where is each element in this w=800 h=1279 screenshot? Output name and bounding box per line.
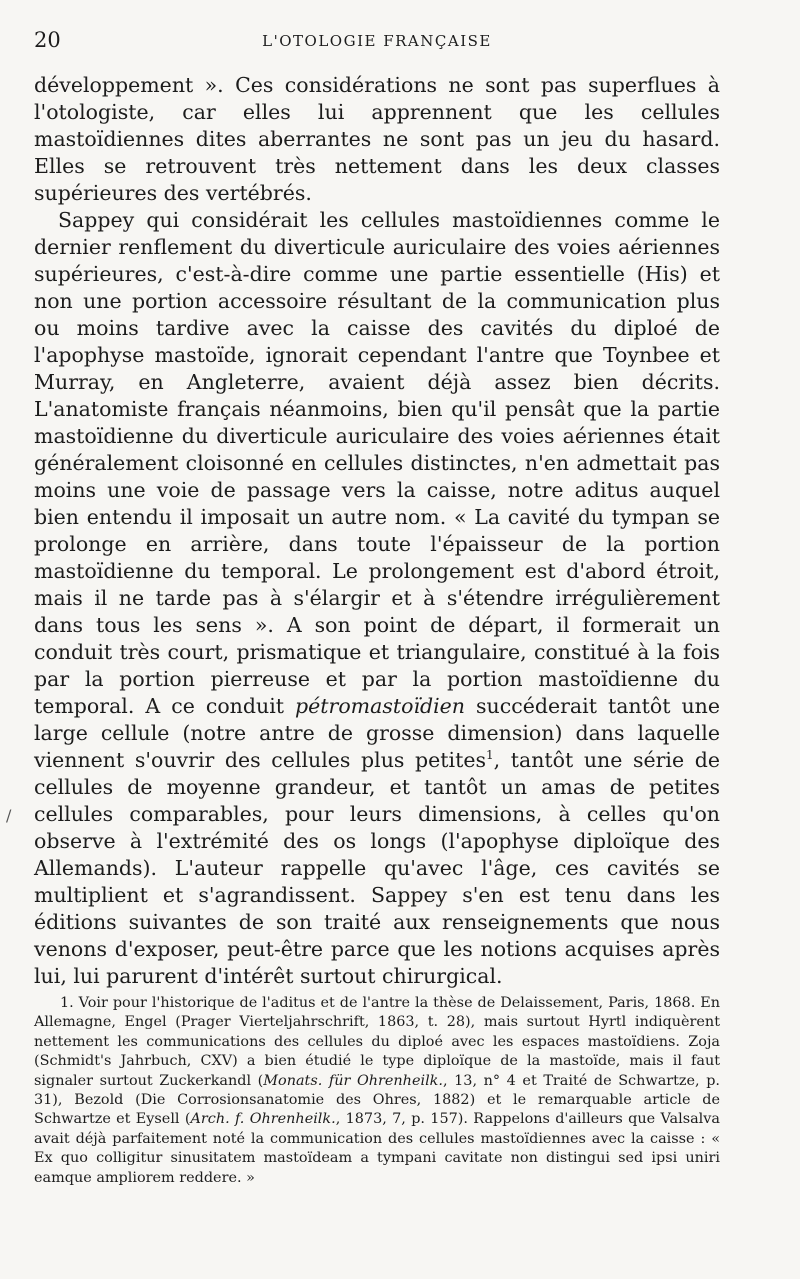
paragraph-2 [34,207,720,990]
footnote [34,994,720,1188]
footnote-text-2: , 13, n° 4 et Traité de Schwartze, p. 31), Bezold (Die Corrosionsanatomie des Ohres, 1882) et le remarquable article de Schwartze et Eysell ( [34,1072,720,1128]
footnote-1 [34,994,720,1188]
italic-term: pétromastoïdien [295,694,466,718]
body-text [34,72,720,990]
footnote-italic-2: Arch. f. Ohrenheilk. [190,1111,336,1128]
margin-mark: / [6,806,12,825]
footnote-text-1: 1. Voir pour l'historique de l'aditus et de l'antre la thèse de Delaissement, Paris, 1868. En Allemagne, Engel (Prager Vierteljahrschrift, 1863, t. 28), mais surtout Hyrtl indiquèrent nettement les communications des cellules du diploé avec les espaces mastoïdiens. Zoja (Schmidt's Jahrbuch, CXV) a bien étudié le type diploïque de la mastoïde, mais il faut signaler surtout Zuckerkandl ( [34,995,720,1089]
footnote-ref: 1 [485,748,494,763]
footnote-italic-1: Monats. für Ohrenheilk. [263,1072,443,1089]
paragraph-1: développement ». Ces considérations ne sont pas superflues à l'otologiste, car elles lui apprennent que les cellules mastoïdiennes dites aberrantes ne sont pas un jeu du hasard. Elles se retrouvent très nettement dans les deux classes supérieures des vertébrés. [34,73,720,205]
footnote-text-3: , 1873, 7, p. 157). Rappelons d'ailleurs que Valsalva avait déjà parfaitement noté la communication des cellules mastoïdiennes avec la caisse : « Ex quo colligitur sinusitatem mastoïdeam a tympani cavitate non distingui sed ipsi uniri eamque ampliorem reddere. » [34,1111,720,1186]
paragraph-2-part-a: Sappey qui considérait les cellules mastoïdiennes comme le dernier renflement du diverticule auriculaire des voies aériennes supérieures, c'est-à-dire comme une partie essentielle (His) et non une portion accessoire résultant de la communication plus ou moins tardive avec la caisse des cavités du diploé de l'apophyse mastoïde, ignorait cependant l'antre que Toynbee et Murray, en Angleterre, avaient déjà assez bien décrits. L'anatomiste français néanmoins, bien qu'il pensât que la partie mastoïdienne du diverticule auriculaire des voies aériennes était généralement cloisonné en cellules distinctes, n'en admettait pas moins une voie de passage vers la caisse, notre aditus auquel bien entendu il imposait un autre nom. « La cavité du tympan se prolonge en arrière, dans toute l'épaisseur de la portion mastoïdienne du temporal. Le prolongement est d'abord étroit, mais il ne tarde pas à s'élargir et à s'étendre irrégulièrement dans tous les sens ». A son point de départ, il formerait un conduit très court, prismatique et triangulaire, constitué à la fois par la portion pierreuse et par la portion mastoïdienne du temporal. A ce conduit [34,208,720,718]
running-title: L'OTOLOGIE FRANÇAISE [262,32,492,50]
paragraph-2-part-c: , tantôt une série de cellules de moyenne grandeur, et tantôt un amas de petites cellules comparables, pour leurs dimensions, à celles qu'on observe à l'extrémité des os longs (l'apophyse diploïque des Allemands). L'auteur rappelle qu'avec l'âge, ces cavités se multiplient et s'agrandissent. Sappey s'en est tenu dans les éditions suivantes de son traité aux renseignements que nous venons d'exposer, peut-être parce que les notions acquises après lui, lui parurent d'intérêt surtout chirurgical. [34,748,720,988]
paragraph-2-part-b: succéderait tantôt une large cellule (notre antre de grosse dimension) dans laquelle viennent s'ouvrir des cellules plus petites [34,694,720,772]
page-header [34,28,720,58]
page-number: 20 [34,28,61,52]
